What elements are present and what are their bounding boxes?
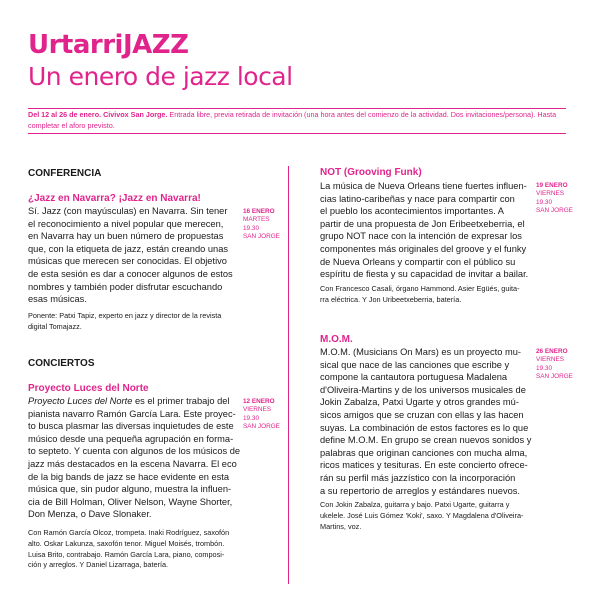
body-line: componentes más originales del groove y el funky [320, 243, 527, 254]
event-credits-luces [28, 528, 278, 571]
body-line: Don Menza, o Dave Slonaker. [28, 509, 152, 520]
body-line: esas músicas. [28, 294, 87, 305]
body-line: rán su perfil más jazzístico con la incorporación [320, 472, 516, 483]
date-weekday: MARTES [243, 216, 270, 224]
body-line: de Nueva Orleans y compartir con el público su [320, 256, 516, 267]
date-place: SAN JORGE [243, 233, 280, 241]
date-day: 19 ENERO [536, 182, 568, 189]
date-time: 19.30 [536, 198, 552, 206]
body-line: que, con la etiqueta de jazz, están creando unas [28, 243, 229, 254]
event-body-not [320, 180, 538, 281]
body-line: el pueblo los acontecimientos importantes. A [320, 206, 504, 217]
body-line: cias latino-caribeñas y nace para compartir con [320, 193, 515, 204]
column-divider [288, 166, 289, 584]
body-line: Sí. Jazz (con mayúsculas) en Navarra. Sin tener [28, 206, 228, 216]
credit-line: Con Ramón García Olcoz, trompeta. Inaki Rodríguez, saxofón [28, 528, 230, 537]
event-credits-not [320, 284, 540, 306]
body-line: de esta sesión es dar a conocer algunos de estos [28, 268, 233, 279]
body-line: música que, sin pudor alguno, muestra la influen- [28, 484, 232, 495]
credit-line: rra eléctrica. Y Jon Uribeetxeberria, batería. [320, 294, 462, 304]
body-line: pianista navarro Ramón García Lara. Este proyec- [28, 408, 236, 419]
body-line: espíritu de fiesta y su capacidad de invitar a bailar. [320, 269, 529, 280]
body-line: músico desde una pequeña agrupación en forma- [28, 433, 234, 444]
credit-line: Con Jokin Zabalza, guitarra y bajo. Patxi Ugarte, guitarra y [320, 500, 510, 509]
intro-text [28, 110, 568, 131]
event-body-conferencia [28, 205, 276, 306]
body-line: en Navarra hay un buen número de propuestas [28, 231, 224, 242]
body-line: sical que nace de las canciones que escribe y [320, 359, 510, 370]
credit-line: Con Francesco Casali, órgano Hammond. Asier Egüés, guita- [320, 284, 520, 293]
intro-rest: Entrada libre, previa retirada de invitación (una hora antes del comienzo de la actividad. Dos invitaciones/persona). Hasta completar el aforo previsto. [28, 110, 557, 130]
event-title-not: NOT (Grooving Funk) [320, 167, 422, 178]
credit-line: Ponente: Patxi Tapiz, experto en jazz y director de la revista [28, 311, 222, 320]
body-line: to septeto. Y cuenta con algunos de los músicos de [28, 446, 241, 457]
body-line: ricos matices y tesituras. En este concierto ofrece- [320, 460, 528, 471]
body-italic: Proyecto Luces del Norte [28, 396, 133, 406]
body-line: de la big bands de jazz se hace evidente en esta [28, 471, 230, 482]
top-divider [28, 108, 566, 109]
body-line: el reconocimiento a nivel popular que merecen, [28, 218, 224, 229]
body-line: La música de Nueva Orleans tiene fuertes influen- [320, 181, 527, 191]
credit-line: Luisa Brito, contrabajo. Ramón García Lara, piano, composi- [28, 549, 225, 559]
date-time: 19.30 [243, 224, 259, 232]
date-day: 26 ENERO [536, 348, 568, 355]
date-weekday: VIERNES [243, 406, 272, 414]
date-place: SAN JORGE [536, 207, 573, 215]
date-place: SAN JORGE [536, 373, 573, 381]
body-line: a su repertorio de arreglos y estándares nuevos. [320, 485, 520, 496]
body-line: cia de Bill Holman, Oliver Nelson, Wayne Shorter, [28, 496, 233, 507]
date-time: 19.30 [536, 364, 552, 372]
event-date-conferencia [243, 208, 280, 242]
date-place: SAN JORGE [243, 423, 280, 431]
body-line: músicas que merecen ser conocidas. El objetivo [28, 256, 227, 267]
credit-line: ción y arreglos. Y Daniel Lizarraga, batería. [28, 560, 169, 570]
event-date-luces [243, 398, 280, 432]
body-line: jazz más destacados en la escena Navarra. El eco [28, 458, 237, 469]
event-credits-conferencia [28, 311, 278, 333]
event-date-not [536, 182, 573, 216]
body-line: partir de una propuesta de Jon Eribeetxeberria, el [320, 218, 525, 229]
body-line: grupo NOT nace con la intención de expresar los [320, 231, 522, 242]
body-line: nombres y también poder disfrutar escuchando [28, 281, 223, 292]
event-credits-mom [320, 500, 540, 532]
body-line: to busca plasmar las diversas inquietudes de este [28, 421, 234, 432]
body-line: compone la cantautora portuguesa Madalena [320, 372, 508, 383]
page-subtitle: Un enero de jazz local [28, 62, 293, 91]
intro-bold: Del 12 al 26 de enero. Civivox San Jorge. [28, 110, 168, 119]
body-line: M.O.M. (Musicians On Mars) es un proyecto mu- [320, 347, 521, 357]
bottom-divider [28, 133, 566, 134]
body-line: suyas. La combinación de estos factores es lo que [320, 422, 529, 433]
date-day: 12 ENERO [243, 398, 275, 405]
credit-line: ukelele. José Luis Gómez 'Koki', saxo. Y Magdalena d'Oliveira- [320, 510, 524, 520]
event-body-luces [28, 395, 278, 521]
event-date-mom [536, 348, 573, 382]
credit-line: alto. Oskar Lakunza, saxofón tenor. Miguel Moisés, trombón. [28, 538, 225, 548]
body-line: palabras que originan canciones con mucha alma, [320, 447, 528, 458]
body-line: Jokin Zabalza, Patxi Ugarte y otros grandes mú- [320, 397, 519, 408]
event-title-mom: M.O.M. [320, 334, 353, 345]
body-rest: es el primer trabajo del [132, 396, 230, 406]
credit-line: Martins, voz. [320, 521, 362, 531]
event-title-conferencia: ¿Jazz en Navarra? ¡Jazz en Navarra! [28, 193, 201, 204]
event-body-mom [320, 346, 538, 497]
page-title: UrtarriJAZZ [28, 30, 189, 60]
date-weekday: VIERNES [536, 190, 565, 198]
body-line: sicos amigos que se cruzan con ellas y las hacen [320, 409, 524, 420]
date-day: 16 ENERO [243, 208, 275, 215]
section-heading-conciertos: CONCIERTOS [28, 358, 95, 369]
credit-line: digital Tomajazz. [28, 321, 82, 331]
body-line [28, 395, 278, 408]
body-line: d'Oliveira-Martins y de los universos musicales de [320, 384, 526, 395]
section-heading-conferencia: CONFERENCIA [28, 168, 102, 179]
body-line: define M.O.M. En grupo se crean nuevos sonidos y [320, 435, 532, 446]
event-title-luces: Proyecto Luces del Norte [28, 383, 149, 394]
date-time: 19.30 [243, 414, 259, 422]
date-weekday: VIERNES [536, 356, 565, 364]
